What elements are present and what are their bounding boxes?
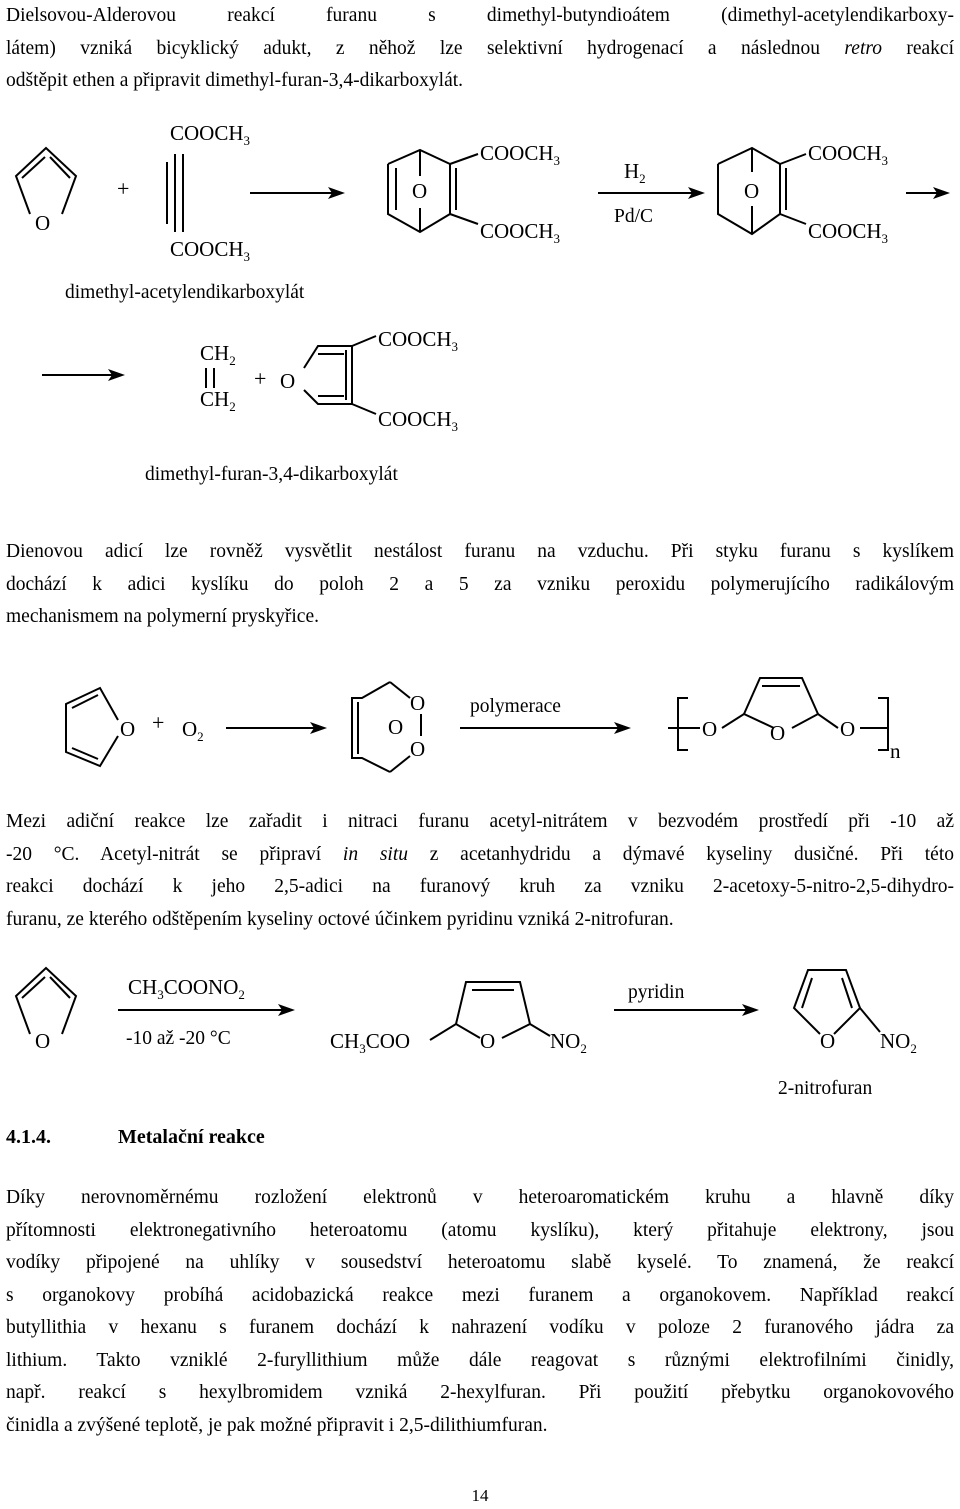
svg-text:+: +: [152, 710, 165, 735]
acetoxy-nitro-dihydrofuran: [330, 982, 587, 1056]
text-line: přítomnosti elektronegativního heteroatomu (atomu kyslíku), který přitahuje elektrony, jsou: [6, 1219, 954, 1241]
svg-text:COOCH3: $COOCH_3$: [170, 121, 251, 148]
svg-text:CH3COONO2: $CH_3COONO_2$: [128, 975, 245, 1002]
svg-text:O: O: [744, 179, 760, 203]
text-line: Dienovou adicí lze rovněž vysvětlit nestálost furanu na vzduchu. Při styku furanu s kyslíkem: [6, 541, 954, 562]
svg-text:+: +: [254, 366, 267, 391]
svg-text:NO2: $NO_2$: [550, 1029, 587, 1056]
furan-structure: [66, 688, 135, 766]
product-label: dimethyl-furan-3,4-dikarboxylát: [145, 464, 398, 485]
retro-italic: retro: [844, 37, 882, 59]
text-line: -20 °C. Acetyl-nitrát se připraví in situ z acetanhydridu a dýmavé kyseliny dusičné. Při této: [6, 843, 954, 865]
paragraph-oxygen-addition: [6, 536, 954, 634]
conditions-label: -10 až -20 °C: [126, 1028, 231, 1049]
svg-text:COOCH3: $COOCH_3$: [378, 327, 459, 354]
svg-text:NO2: $NO_2$: [880, 1029, 917, 1056]
dmad-structure: [65, 121, 305, 303]
svg-text:O2: $O_2$: [182, 717, 204, 744]
svg-text:COOCH3: $COOCH_3$: [808, 141, 889, 168]
peroxide-adduct: [352, 682, 425, 772]
polymerization-label: polymerace: [470, 696, 561, 717]
pyridine-label: pyridin: [628, 982, 685, 1003]
catalyst-label: Pd/C: [614, 206, 654, 227]
svg-text:CH2: $CH_2$: [200, 387, 236, 414]
text-line: látem) vzniká bicyklický adukt, z něhož lze selektivní hydrogenací a následnou retro reakcí: [6, 37, 954, 59]
section-number: 4.1.4.: [6, 1126, 51, 1148]
nitrofuran-structure: [794, 970, 917, 1056]
text-line: mechanismem na polymerní pryskyřice.: [6, 606, 319, 627]
svg-text:COOCH3: $COOCH_3$: [170, 237, 251, 264]
svg-text:n: n: [890, 739, 901, 763]
svg-text:O: O: [410, 691, 426, 715]
furan-dicarboxylate-structure: [280, 327, 458, 434]
hydrogenated-adduct: [718, 141, 888, 246]
svg-text:O: O: [35, 1029, 51, 1053]
diels-alder-scheme: [0, 110, 960, 490]
text-line: lithium. Takto vzniklé 2-furyllithium může dále reagovat s různými elektrofilními činidly,: [6, 1349, 954, 1371]
paragraph-metalation: [6, 1182, 954, 1442]
polymer-structure: [668, 678, 901, 763]
text-line: např. reakcí s hexylbromidem vzniká 2-hexylfuran. Při použití přebytku organokovového: [6, 1382, 954, 1403]
ethene-structure: [200, 341, 236, 414]
svg-text:O: O: [840, 717, 856, 741]
svg-text:COOCH3: $COOCH_3$: [480, 219, 561, 246]
svg-text:O: O: [480, 1029, 496, 1053]
furan-structure: [16, 968, 76, 1053]
svg-text:COOCH3: $COOCH_3$: [808, 219, 889, 246]
text-line: vodíky připojené na uhlíky v sousedství heteroatomu slabě kyselé. To znamená, že reakcí: [6, 1252, 954, 1273]
page-number: 14: [471, 1486, 489, 1505]
svg-text:O: O: [770, 721, 786, 745]
text-line: reakci dochází k jeho 2,5-adici na furanový kruh za vzniku 2-acetoxy-5-nitro-2,5-dihydro-: [6, 876, 954, 897]
svg-text:H2: $H_2$: [624, 159, 646, 186]
in-situ-italic: in situ: [342, 843, 409, 865]
text-line: Díky nerovnoměrnému rozložení elektronů v heteroaromatickém kruhu a hlavně díky: [6, 1187, 954, 1208]
oxygen-label: O: [35, 211, 51, 235]
svg-text:O: O: [388, 715, 404, 739]
svg-text:O: O: [412, 179, 428, 203]
paragraph-diels-alder: [6, 0, 954, 98]
text-line: činidla a zvýšené teplotě, je pak možné připravit i 2,5-dilithiumfuran.: [6, 1414, 548, 1436]
peroxide-scheme: [0, 668, 960, 778]
text-line: dochází k adici kyslíku do poloh 2 a 5 za vzniku peroxidu polymerujícího radikálovým: [6, 573, 954, 595]
svg-text:CH3COO: $CH_3COO$: [330, 1029, 411, 1056]
paragraph-nitration: [6, 806, 954, 936]
svg-text:COOCH3: $COOCH_3$: [378, 407, 459, 434]
text-line: butyllithia v hexanu s furanem dochází k nahrazení vodíku v poloze 2 furanového jádra za: [6, 1317, 954, 1338]
bicyclic-adduct: [388, 141, 560, 246]
svg-text:COOCH3: $COOCH_3$: [480, 141, 561, 168]
svg-text:O: O: [280, 369, 296, 393]
svg-text:O: O: [820, 1029, 836, 1053]
section-heading: [6, 1126, 265, 1149]
svg-text:O: O: [702, 717, 718, 741]
text-line: odštěpit ethen a připravit dimethyl-furan-3,4-dikarboxylát.: [6, 70, 464, 91]
text-line: Dielsovou-Alderovou reakcí furanu s dimethyl-butyndioátem (dimethyl-acetylendikarboxy-: [6, 5, 954, 26]
dmad-label: dimethyl-acetylendikarboxylát: [65, 282, 305, 303]
section-title: Metalační reakce: [118, 1126, 265, 1148]
nitrofuran-label: 2-nitrofuran: [778, 1078, 873, 1099]
text-line: Mezi adiční reakce lze zařadit i nitraci furanu acetyl-nitrátem v bezvodém prostředí při -10 až: [6, 811, 954, 832]
svg-text:CH2: $CH_2$: [200, 341, 236, 368]
nitration-scheme: [0, 964, 960, 1114]
svg-text:O: O: [410, 737, 426, 761]
plus-sign: +: [117, 176, 130, 201]
text-line: s organokovy probíhá acidobazická reakce mezi furanem a organokovem. Například reakcí: [6, 1284, 954, 1306]
text-line: furanu, ze kterého odštěpením kyseliny octové účinkem pyridinu vzniká 2-nitrofuran.: [6, 908, 674, 930]
svg-text:O: O: [120, 717, 136, 741]
furan-structure: [16, 148, 76, 235]
